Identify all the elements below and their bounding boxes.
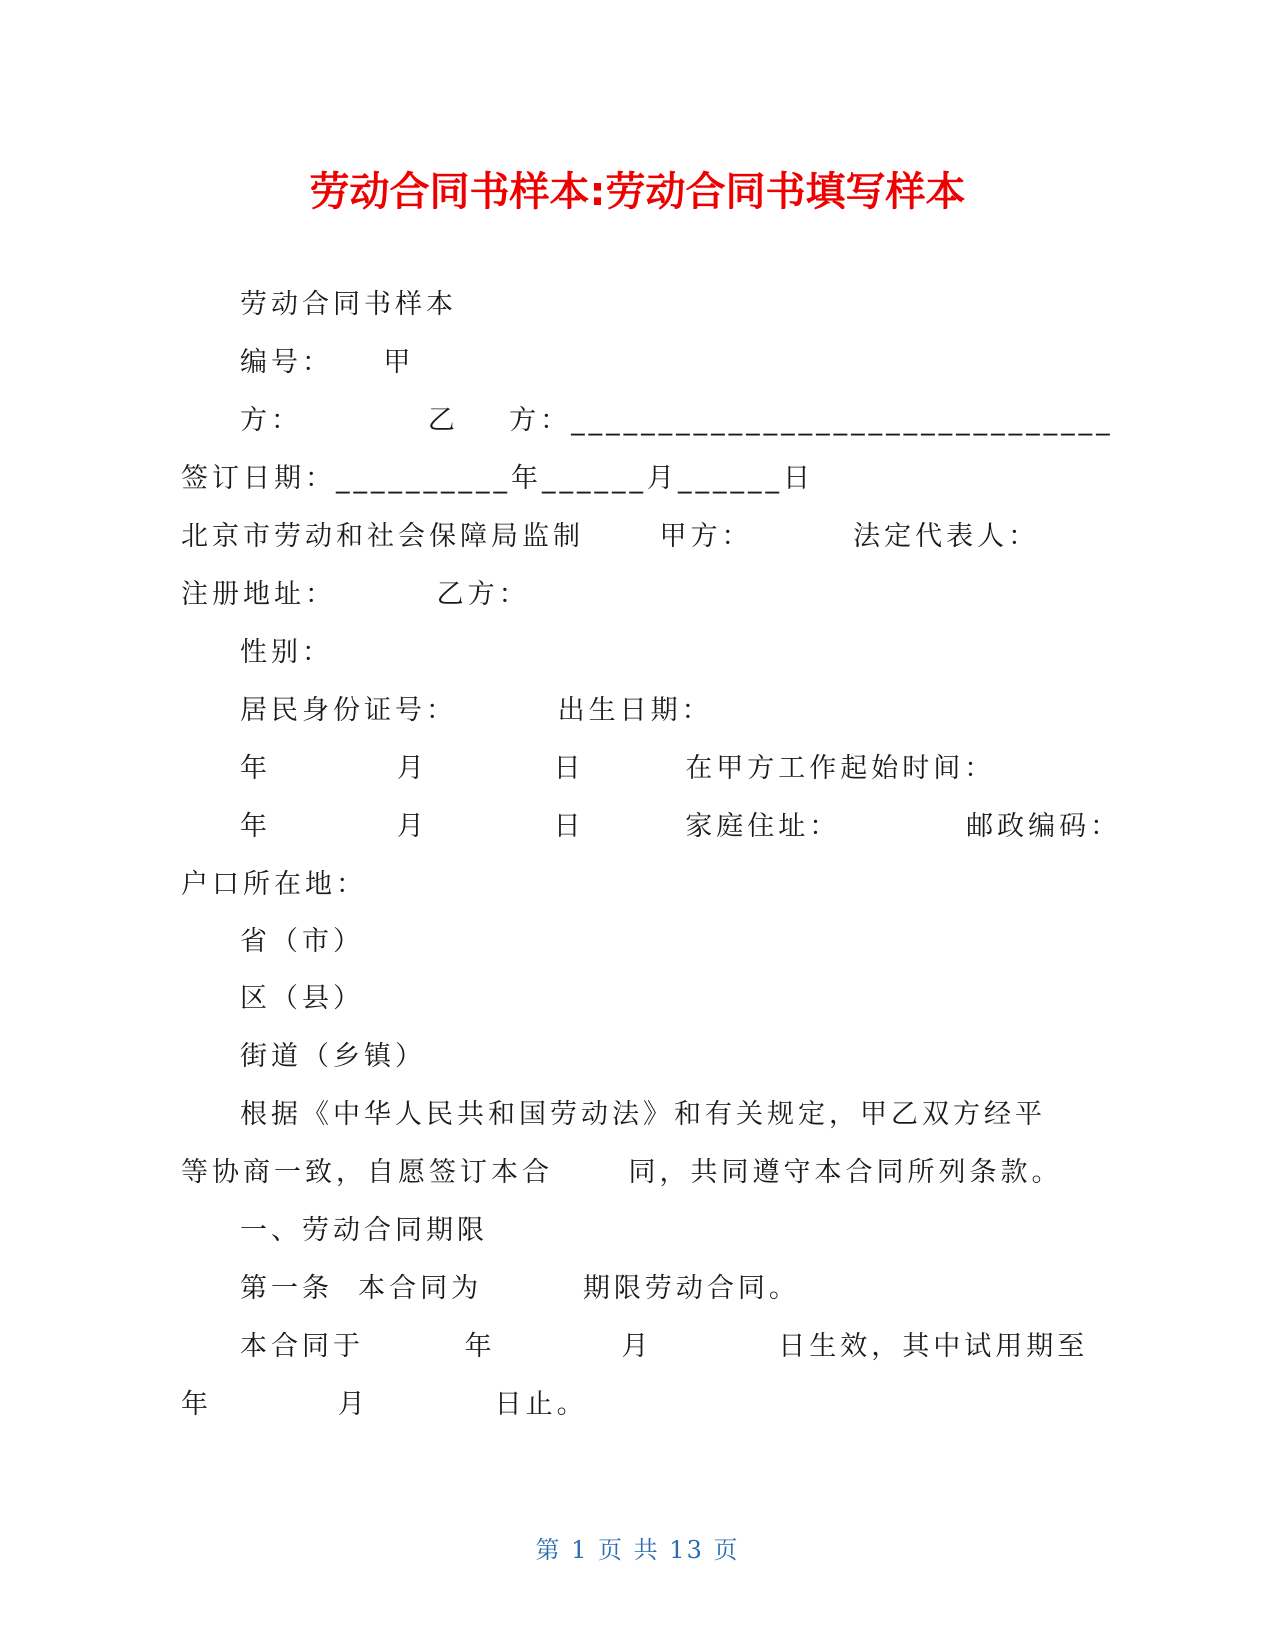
- line-gender: 性别：: [240, 637, 333, 668]
- page-number-footer: 第 1 页 共 13 页: [535, 1536, 740, 1564]
- effective-date-line-1: 本合同于 年 月 日生效，其中试用期至: [240, 1331, 1089, 1362]
- line-signing-date: 签订日期：__________年______月______日: [181, 463, 814, 494]
- line-registered-address: 注册地址： 乙方：: [181, 579, 530, 610]
- line-supervisor: 北京市劳动和社会保障局监制 甲方： 法定代表人：: [181, 521, 1040, 552]
- line-street: 街道（乡镇）: [240, 1041, 426, 1072]
- line-contract-number: 编号： 甲: [240, 347, 415, 378]
- line-province: 省（市）: [240, 926, 364, 957]
- line-id-number: 居民身份证号： 出生日期：: [240, 695, 713, 726]
- line-start-date: 年 月 日 在甲方工作起始时间：: [240, 753, 996, 784]
- line-household-registration: 户口所在地：: [181, 869, 367, 900]
- document-title: 劳动合同书样本:劳动合同书填写样本: [309, 169, 966, 215]
- effective-date-line-2: 年 月 日止。: [181, 1389, 588, 1420]
- line-contract-heading: 劳动合同书样本: [240, 289, 457, 320]
- line-parties: 方： 乙 方：_______________________________: [240, 405, 1114, 436]
- line-home-address: 年 月 日 家庭住址： 邮政编码：: [240, 811, 1122, 842]
- line-district: 区（县）: [240, 983, 364, 1014]
- article-1: 第一条 本合同为 期限劳动合同。: [240, 1273, 800, 1304]
- paragraph-line-1: 根据《中华人民共和国劳动法》和有关规定，甲乙双方经平: [240, 1099, 1046, 1130]
- section-heading-term: 一、劳动合同期限: [240, 1215, 488, 1246]
- paragraph-line-2: 等协商一致，自愿签订本合 同，共同遵守本合同所列条款。: [181, 1157, 1063, 1188]
